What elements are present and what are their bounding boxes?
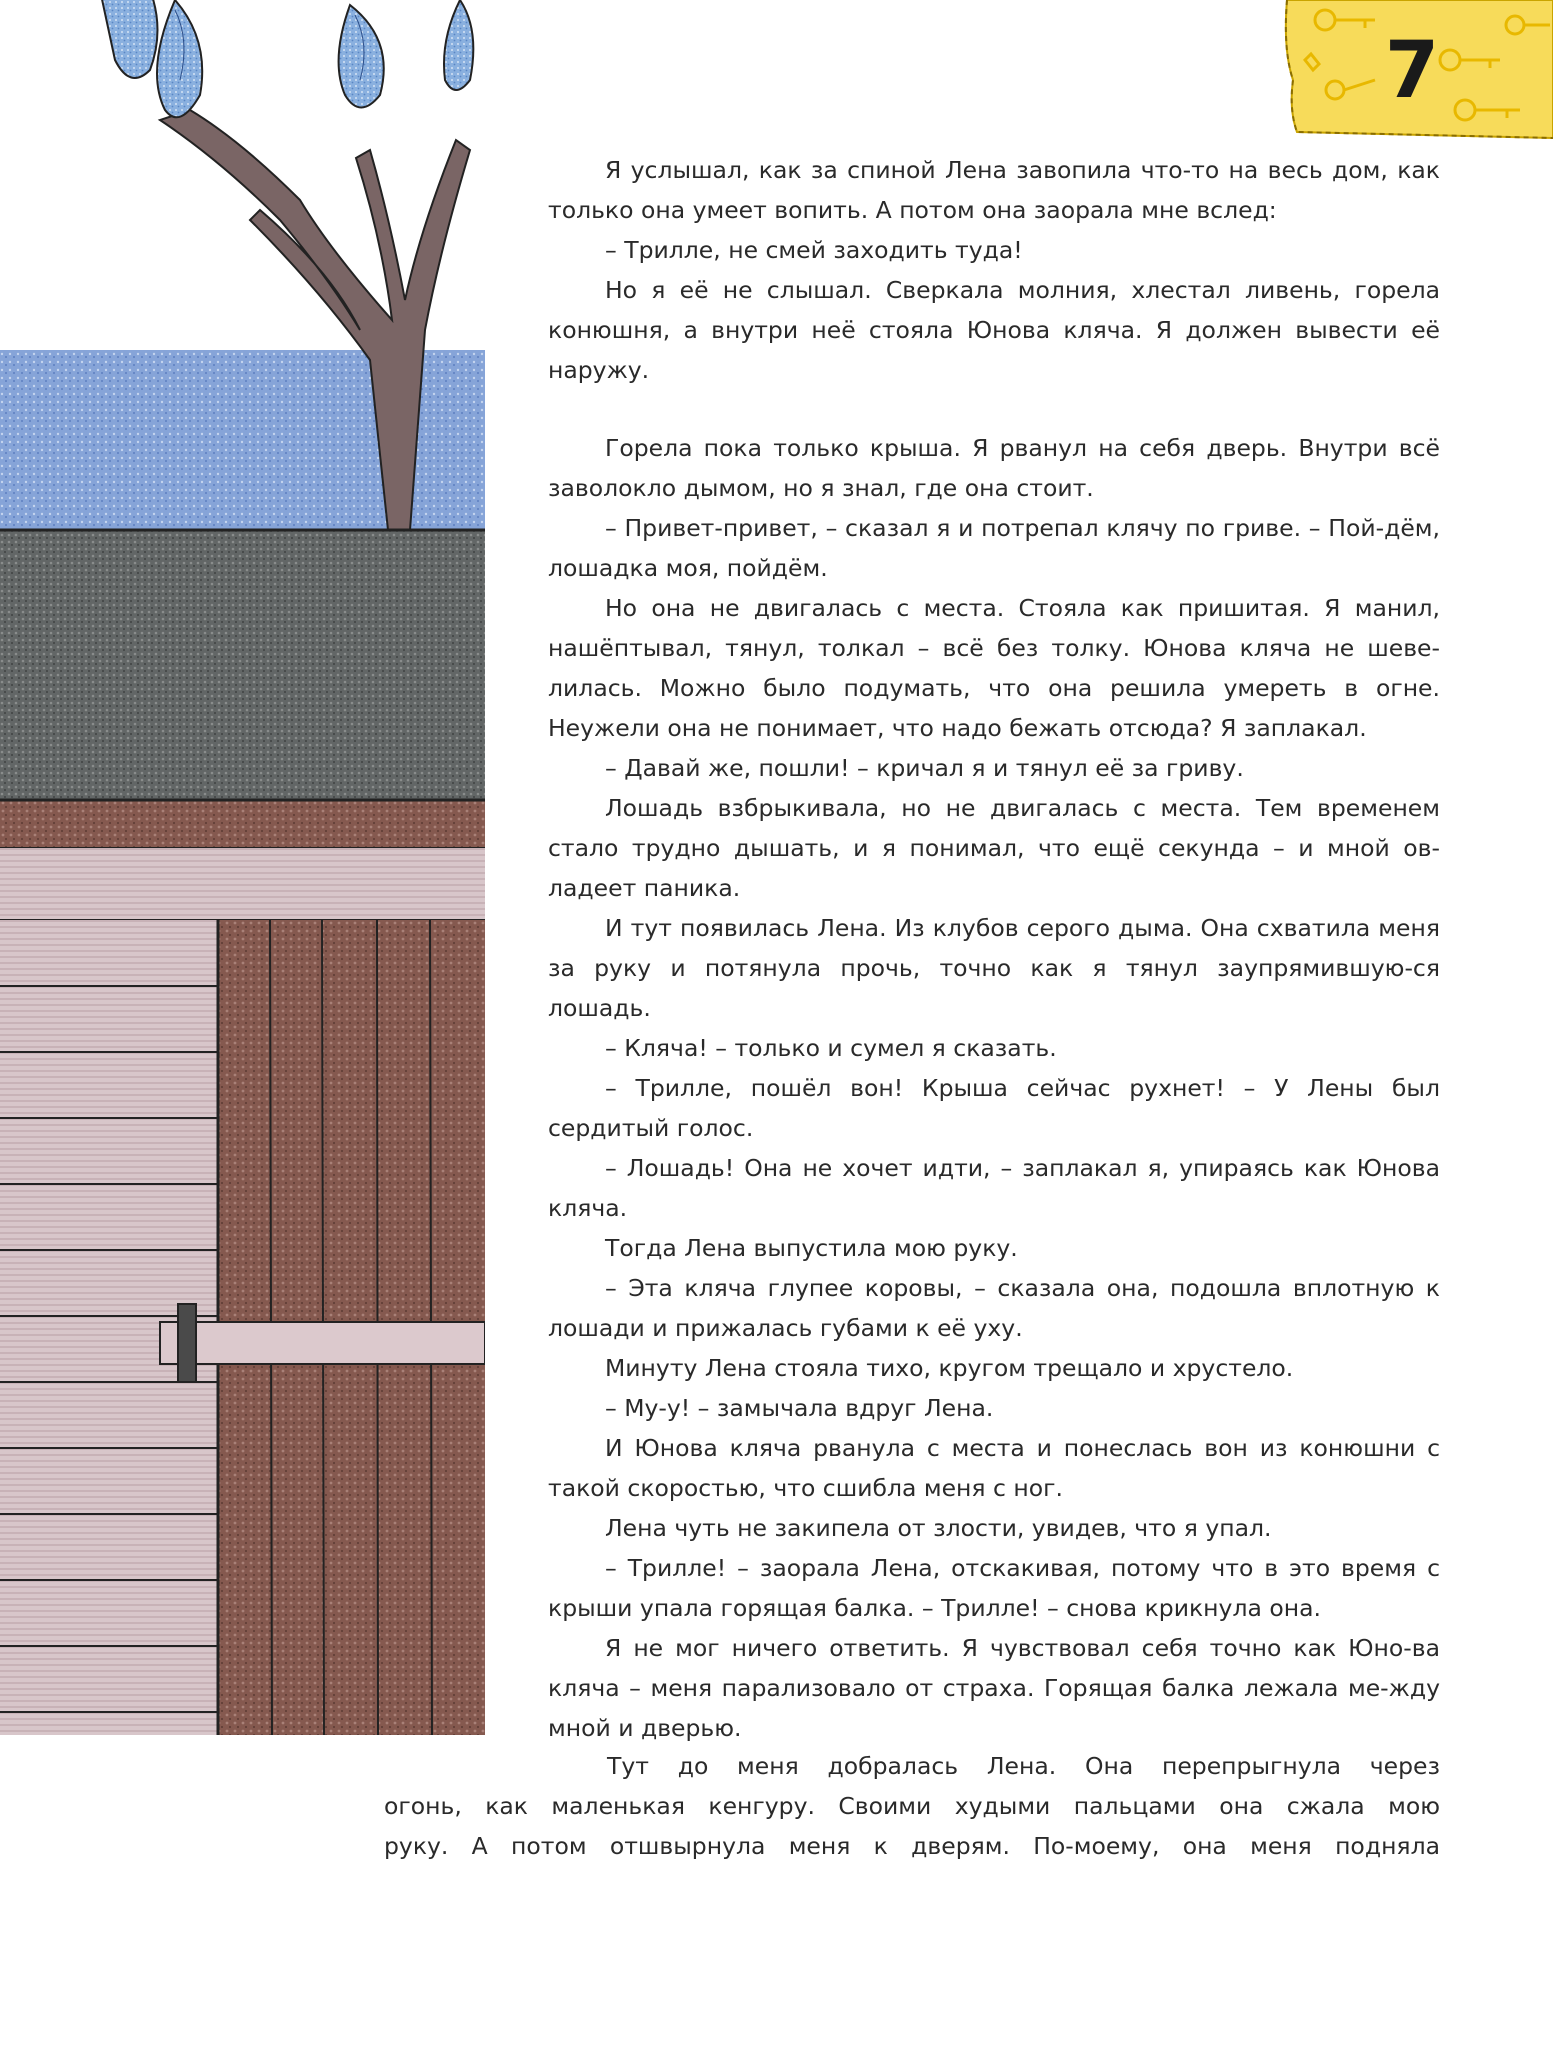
text-line: руку. А потом отшвырнула меня к дверям. По-моему, она меня подняла — [384, 1832, 1440, 1860]
paragraph: Тогда Лена выпустила мою руку. — [605, 1234, 1018, 1262]
page-number: 7 — [1384, 26, 1440, 116]
story-text — [548, 150, 1440, 1748]
paragraph: – Трилле! – заорала Лена, отскакивая, потому что в это время с крыши упала горящая балка. – Трилле! – снова крикнула она. — [548, 1554, 1440, 1622]
story-text-bottom — [384, 1746, 1440, 1866]
paragraph: И Юнова кляча рванула с места и понеслась вон из конюшни с такой скоростью, что сшибла меня с ног. — [548, 1434, 1440, 1502]
paragraph: Лошадь взбрыкивала, но не двигалась с места. Тем временем стало трудно дышать, и я понимал, что ещё секунда – и мной ов-ладеет паника. — [548, 794, 1440, 902]
stable-illustration — [0, 0, 485, 1735]
paragraph: – Трилле, пошёл вон! Крыша сейчас рухнет! – У Лены был сердитый голос. — [548, 1074, 1440, 1142]
paragraph: – Давай же, пошли! – кричал я и тянул её за гриву. — [605, 754, 1244, 782]
stable-wall-upper — [0, 848, 485, 920]
ground-area — [0, 530, 485, 800]
paragraph: И тут появилась Лена. Из клубов серого дыма. Она схватила меня за руку и потянула прочь, точно как я тянул заупрямившую-ся лошадь. — [548, 914, 1440, 1022]
paragraph: Минуту Лена стояла тихо, кругом трещало и хрустело. — [605, 1354, 1294, 1382]
paragraph: – Кляча! – только и сумел я сказать. — [605, 1034, 1057, 1062]
stable-roof-beam — [0, 800, 485, 848]
paragraph: – Лошадь! Она не хочет идти, – заплакал я, упираясь как Юнова кляча. — [548, 1154, 1440, 1222]
paragraph: Но она не двигалась с места. Стояла как пришитая. Я манил, нашёптывал, тянул, толкал – всё без толку. Юнова кляча не шеве-лилась. Можно было подумать, что она решила умереть в огне. Неужели она не понимает, что надо бежать отсюда? Я заплакал. — [548, 594, 1440, 742]
paragraph: – Привет-привет, – сказал я и потрепал клячу по гриве. – Пой-дём, лошадка моя, пойдём. — [548, 514, 1440, 582]
paragraph: – Эта кляча глупее коровы, – сказала она, подошла вплотную к лошади и прижалась губами к её уху. — [548, 1274, 1440, 1342]
paragraph: – Трилле, не смей заходить туда! — [605, 236, 1023, 264]
text-line: Тут до меня добралась Лена. Она перепрыгнула через — [607, 1752, 1440, 1780]
paragraph: Лена чуть не закипела от злости, увидев, что я упал. — [605, 1514, 1272, 1542]
paragraph: – Му-у! – замычала вдруг Лена. — [605, 1394, 994, 1422]
paragraph: Горела пока только крыша. Я рванул на себя дверь. Внутри всё заволокло дымом, но я знал, где она стоит. — [548, 434, 1440, 502]
paragraph: Но я её не слышал. Сверкала молния, хлестал ливень, горела конюшня, а внутри неё стояла Юнова кляча. Я должен вывести её наружу. — [548, 276, 1440, 384]
paragraph-gap — [548, 390, 1440, 428]
paragraph: Я не мог ничего ответить. Я чувствовал себя точно как Юно-ва кляча – меня парализовало от страха. Горящая балка лежала ме-жду мной и дверью. — [548, 1634, 1440, 1742]
paragraph: Я услышал, как за спиной Лена завопила что-то на весь дом, как только она умеет вопить. А потом она заорала мне вслед: — [548, 156, 1440, 224]
text-line: огонь, как маленькая кенгуру. Своими худыми пальцами она сжала мою — [384, 1792, 1440, 1820]
